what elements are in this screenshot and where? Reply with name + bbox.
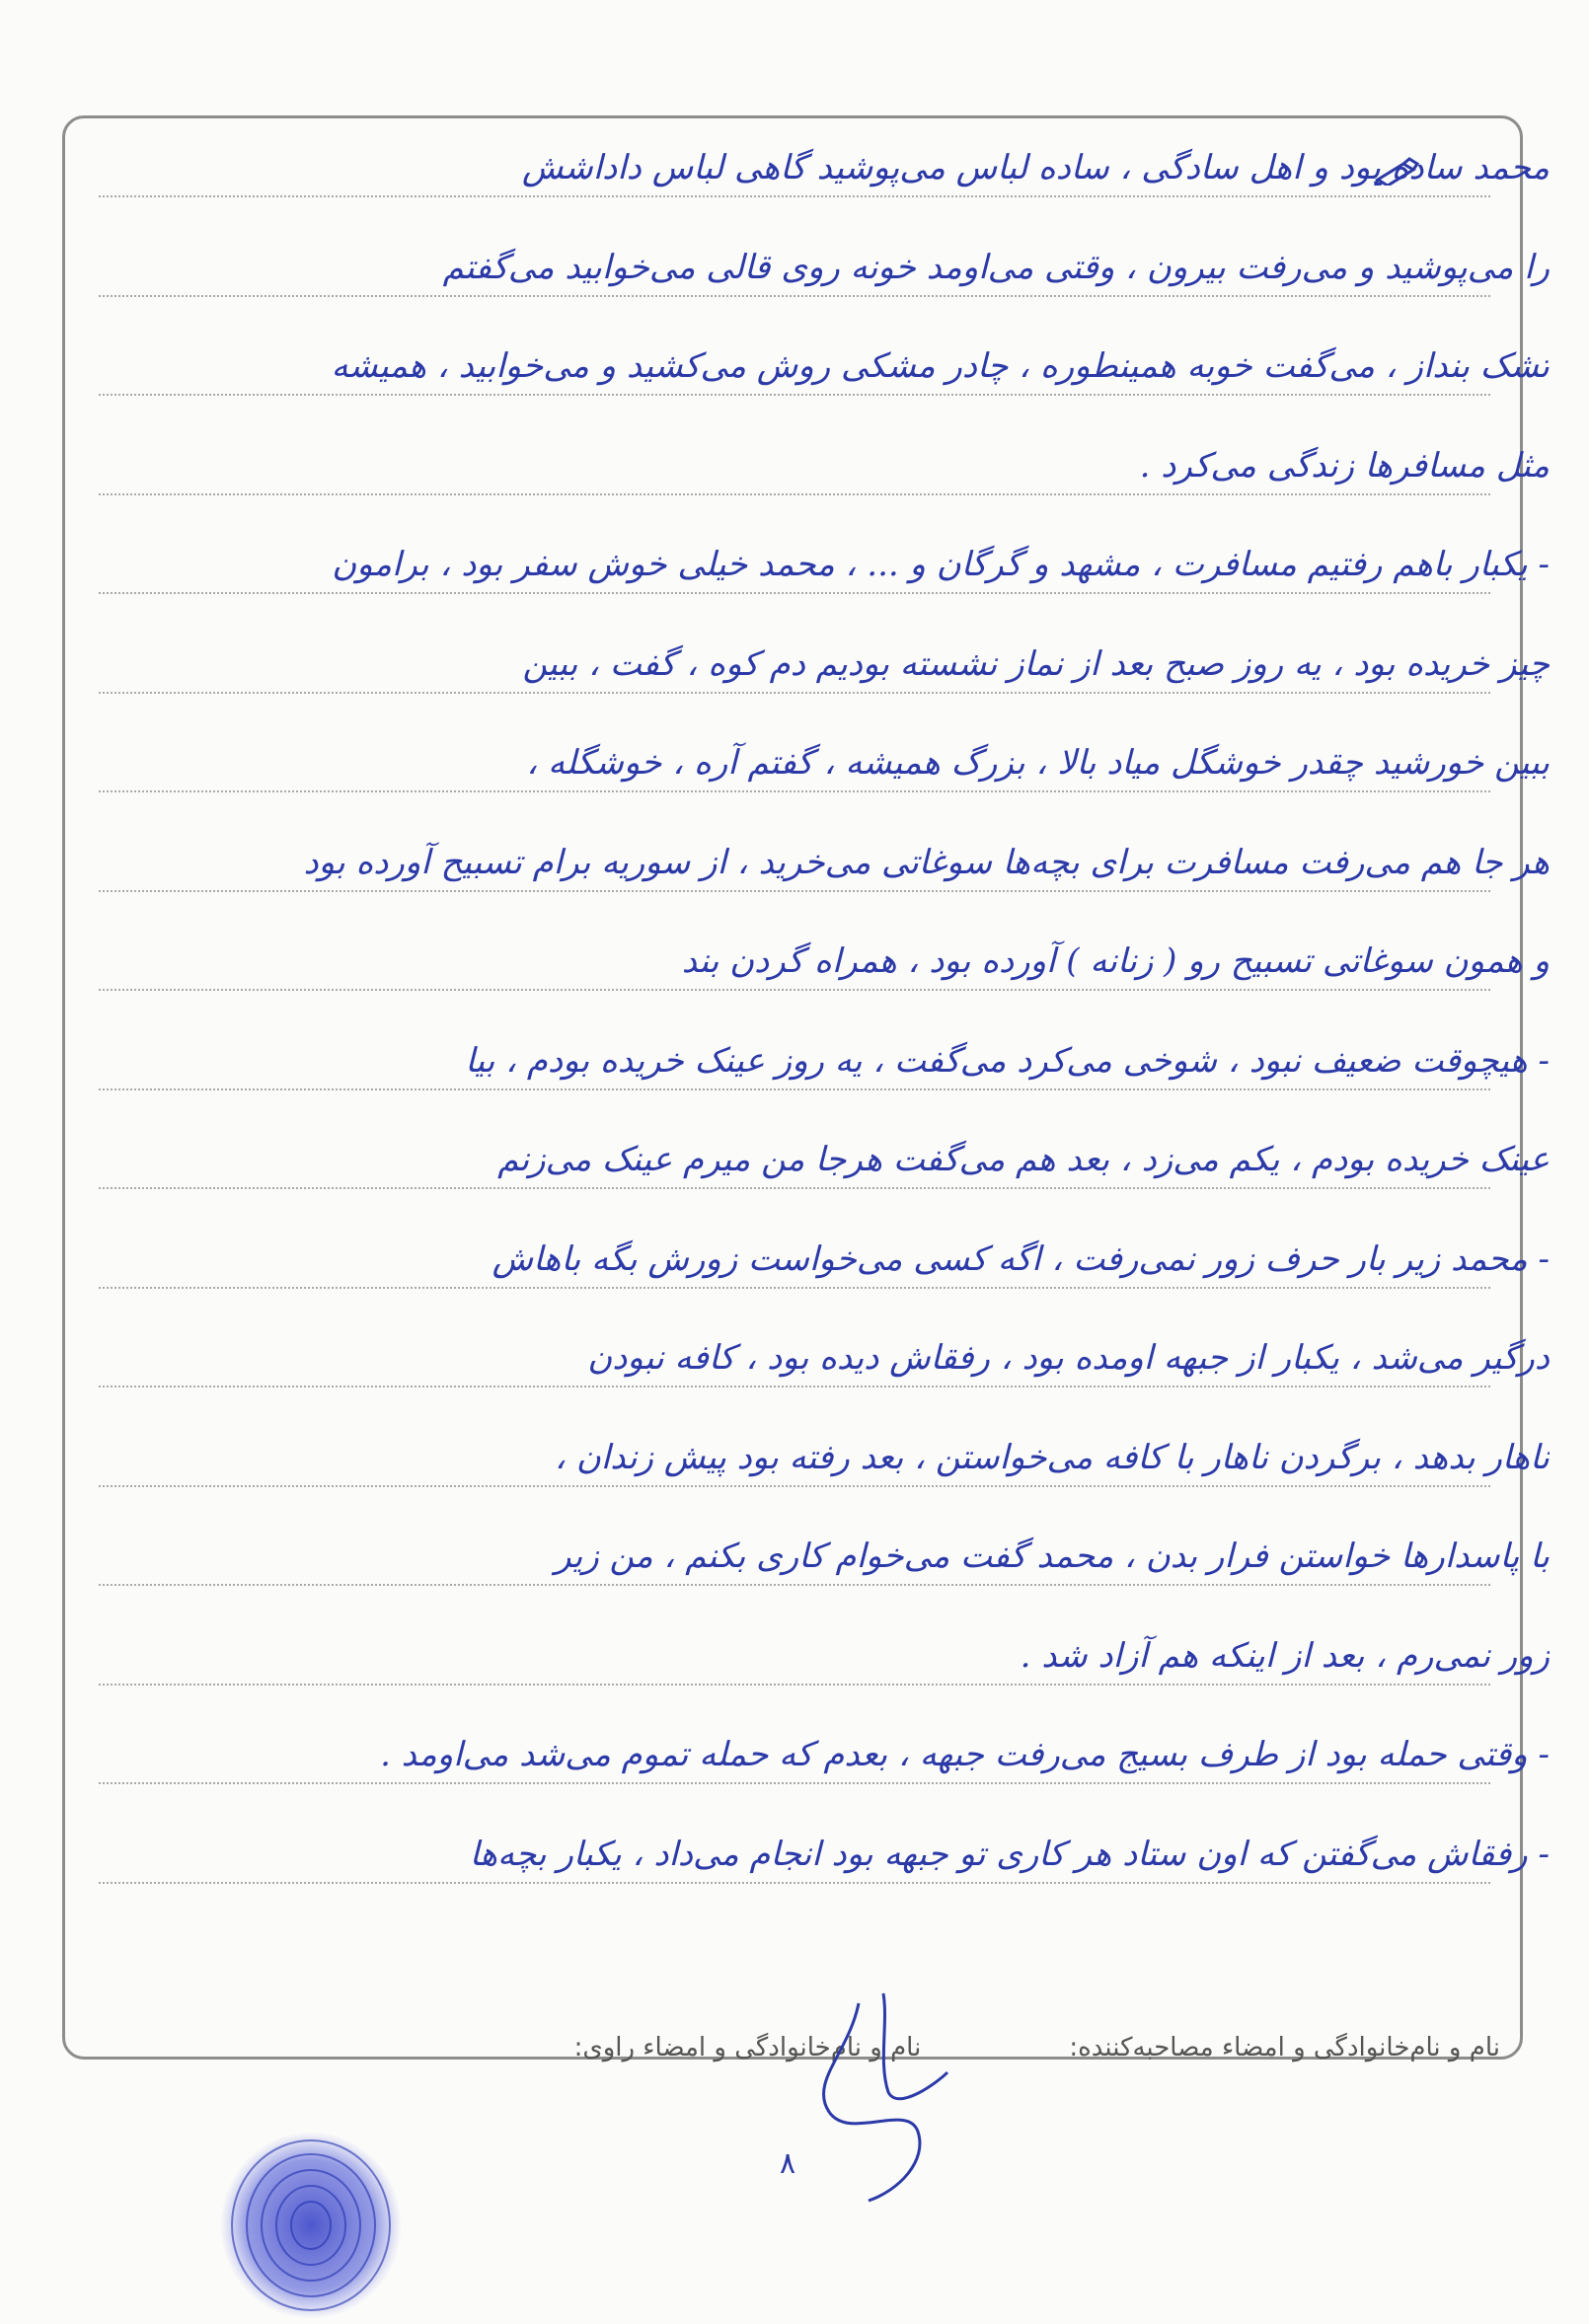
handwritten-line: ببین خورشید چقدر خوشگل میاد بالا ، بزرگ همیشه ، گفتم آره ، خوشگله ،	[526, 743, 1550, 783]
handwritten-line: عینک خریده بودم ، یکم می‌زد ، بعد هم می‌گفت هرجا من میرم عینک می‌زنم	[497, 1140, 1550, 1179]
handwritten-line: درگیر می‌شد ، یکبار از جبهه اومده بود ، رفقاش دیده بود ، کافه نبودن	[587, 1338, 1550, 1378]
handwritten-line: هر جا هم می‌رفت مسافرت برای بچه‌ها سوغاتی می‌خرید ، از سوریه برام تسبیح آورده بود	[303, 842, 1550, 882]
handwritten-text	[39, 138, 1550, 1923]
signature-scribble	[790, 1964, 967, 2211]
narrator-label: نام و نام‌خانوادگی و امضاء راوی:	[573, 2033, 922, 2062]
handwritten-line: - وقتی حمله بود از طرف بسیج می‌رفت جبهه ، بعدم که حمله تموم می‌شد می‌اومد .	[380, 1735, 1550, 1774]
handwritten-line: مثل مسافرها زندگی می‌کرد .	[1139, 445, 1550, 486]
handwritten-line: - محمد زیر بار حرف زور نمی‌رفت ، اگه کسی می‌خواست زورش بگه باهاش	[492, 1238, 1550, 1279]
handwritten-line: - هیچوقت ضعیف نبود ، شوخی می‌کرد می‌گفت ، یه روز عینک خریده بودم ، بیا	[465, 1040, 1550, 1081]
fingerprint-stamp	[212, 2127, 410, 2324]
handwritten-line: زور نمی‌رم ، بعد از اینکه هم آزاد شد .	[1020, 1635, 1550, 1676]
handwritten-line: - یکبار باهم رفتیم مسافرت ، مشهد و گرگان و ... ، محمد خیلی خوش سفر بود ، برامون	[332, 545, 1550, 584]
handwritten-line: محمد ساده بود و اهل سادگی ، ساده لباس می‌پوشید گاهی لباس داداشش	[521, 148, 1550, 187]
handwritten-line: تشک بنداز ، می‌گفت خوبه همینطوره ، چادر مشکی روش می‌کشید و می‌خوابید ، همیشه	[331, 346, 1550, 386]
page-number: ۸	[780, 2146, 796, 2181]
handwritten-line: را می‌پوشید و می‌رفت بیرون ، وقتی می‌اومد خونه روی قالی می‌خوابید می‌گفتم	[442, 247, 1550, 287]
interviewer-label: نام و نام‌خانوادگی و امضاء مصاحبه‌کننده:	[1069, 2033, 1500, 2062]
handwritten-line: - رفقاش می‌گفتن که اون ستاد هر کاری تو جبهه بود انجام می‌داد ، یکبار بچه‌ها	[469, 1834, 1550, 1874]
handwritten-line: و همون سوغاتی تسبیح رو ( زنانه ) آورده بود ، همراه گردن بند	[681, 941, 1550, 981]
handwritten-line: ناهار بدهد ، برگردن ناهار با کافه می‌خواستن ، بعد رفته بود پیش زندان ،	[555, 1437, 1550, 1477]
handwritten-line: چیز خریده بود ، یه روز صبح بعد از نماز نشسته بودیم دم کوه ، گفت ، ببین	[522, 643, 1550, 684]
handwritten-line: با پاسدارها خواستن فرار بدن ، محمد گفت می‌خوام کاری بکنم ، من زیر	[555, 1537, 1550, 1576]
